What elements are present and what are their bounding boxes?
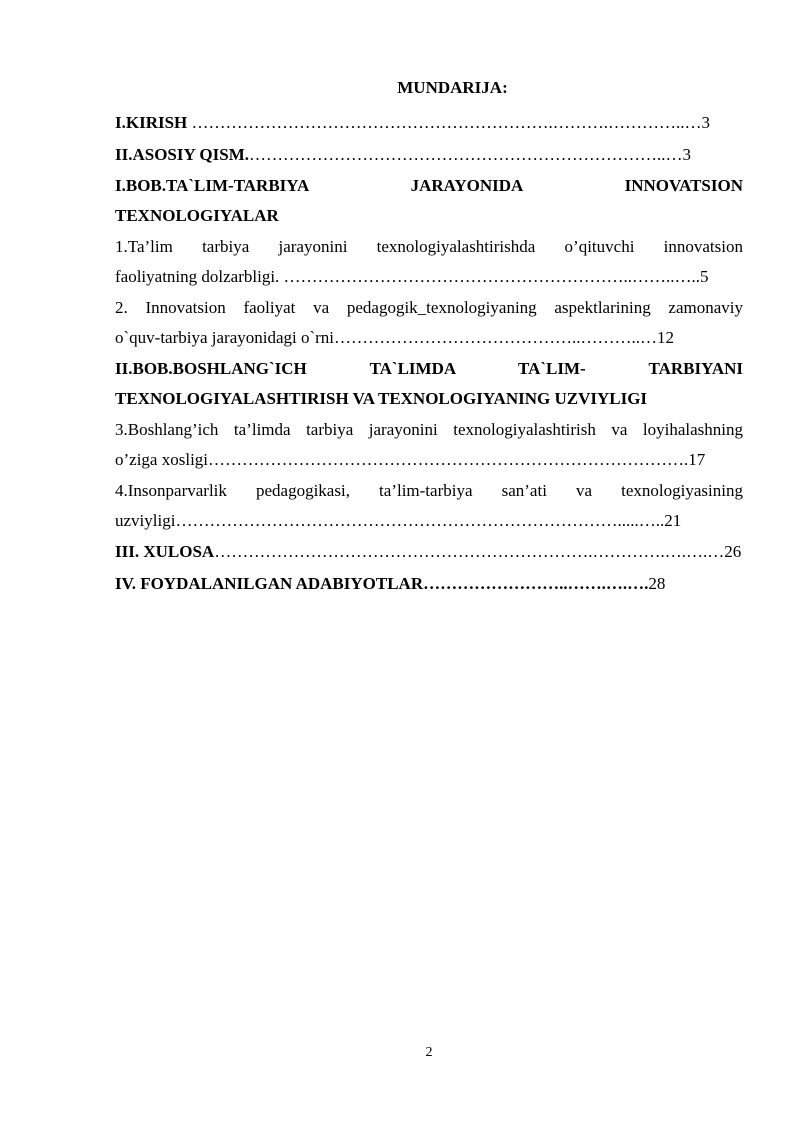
toc-chapter-1[interactable] xyxy=(115,171,743,230)
toc-page-number: 17 xyxy=(688,449,706,469)
toc-chapter-title-line1: II.BOB.BOSHLANG`ICH TA`LIMDA TA`LIM- TARBIYANI xyxy=(115,359,743,378)
toc-entry-line2: faoliyatning dolzarbligi. xyxy=(115,266,280,286)
toc-entry-text: IV. FOYDALANILGAN ADABIYOTLAR xyxy=(115,573,424,593)
toc-entry-text: I.KIRISH xyxy=(115,113,188,132)
toc-entry-xulosa[interactable] xyxy=(115,537,743,567)
toc-entry-line1: 1.Ta’lim tarbiya jarayonini texnologiyalashtirishda o’qituvchi innovatsion xyxy=(115,237,743,256)
toc-entry-kirish[interactable] xyxy=(115,108,743,138)
toc-entry-item-1[interactable] xyxy=(115,232,743,291)
toc-chapter-2[interactable] xyxy=(115,354,743,413)
toc-entry-text: II.ASOSIY QISM. xyxy=(115,144,249,164)
toc-chapter-title-line2: TEXNOLOGIYALASHTIRISH VA TEXNOLOGIYANING UZVIYLIGI xyxy=(115,388,648,408)
toc-leader-dots: ……………………………………..………..… xyxy=(334,327,658,347)
page-number: 2 xyxy=(425,1045,433,1060)
toc-entry-item-3[interactable] xyxy=(115,415,743,474)
toc-leader-dots: ………………………………………………………………..… xyxy=(249,144,683,164)
toc-page-number: 5 xyxy=(700,266,709,286)
page-title: MUNDARIJA: xyxy=(397,78,508,97)
toc-page-number: 21 xyxy=(664,510,682,530)
toc-entry-line2: o`quv-tarbiya jarayonidagi o`rni xyxy=(115,327,335,347)
toc-entry-item-4[interactable] xyxy=(115,476,743,535)
toc-leader-dots: ……………………………………………………….……….…………..… xyxy=(187,113,702,132)
toc-leader-dots: ……………………..…….….…. xyxy=(423,573,649,593)
toc-entry-line2: o’ziga xosligi xyxy=(115,449,209,469)
toc-entry-item-2[interactable] xyxy=(115,293,743,352)
toc-page-number: 28 xyxy=(648,573,666,593)
toc-page-number: 3 xyxy=(701,113,711,132)
toc-leader-dots: …………………………………………………………………………. xyxy=(208,449,689,469)
toc-entry-adabiyotlar[interactable] xyxy=(115,569,743,599)
toc-entry-line2: uzviyligi xyxy=(115,510,176,530)
toc-chapter-title-line2: TEXNOLOGIYALAR xyxy=(115,205,279,225)
toc-entry-text: III. XULOSA xyxy=(115,542,215,561)
toc-entry-line1: 2. Innovatsion faoliyat va pedagogik_texnologiyaning aspektlarining zamonaviy xyxy=(115,298,743,317)
toc-leader-dots: ………………………………………………………….………….….….… xyxy=(214,542,725,561)
toc-entry-line1: 3.Boshlang’ich ta’limda tarbiya jarayonini texnologiyalashtirish va loyihalashning xyxy=(115,420,743,439)
toc-chapter-title-line1: I.BOB.TA`LIM-TARBIYA JARAYONIDA INNOVATSION xyxy=(115,176,743,195)
toc-page-number: 26 xyxy=(724,542,742,561)
toc-leader-dots: ……………………………………………………..……..….. xyxy=(279,266,701,286)
toc-leader-dots: …………………………………………………………………….....….. xyxy=(175,510,665,530)
toc-entry-line1: 4.Insonparvarlik pedagogikasi, ta’lim-tarbiya san’ati va texnologiyasining xyxy=(115,481,743,500)
toc-page-number: 12 xyxy=(657,327,675,347)
table-of-contents xyxy=(115,108,743,600)
toc-entry-asosiy-qism[interactable] xyxy=(115,140,743,170)
toc-page-number: 3 xyxy=(682,144,691,164)
